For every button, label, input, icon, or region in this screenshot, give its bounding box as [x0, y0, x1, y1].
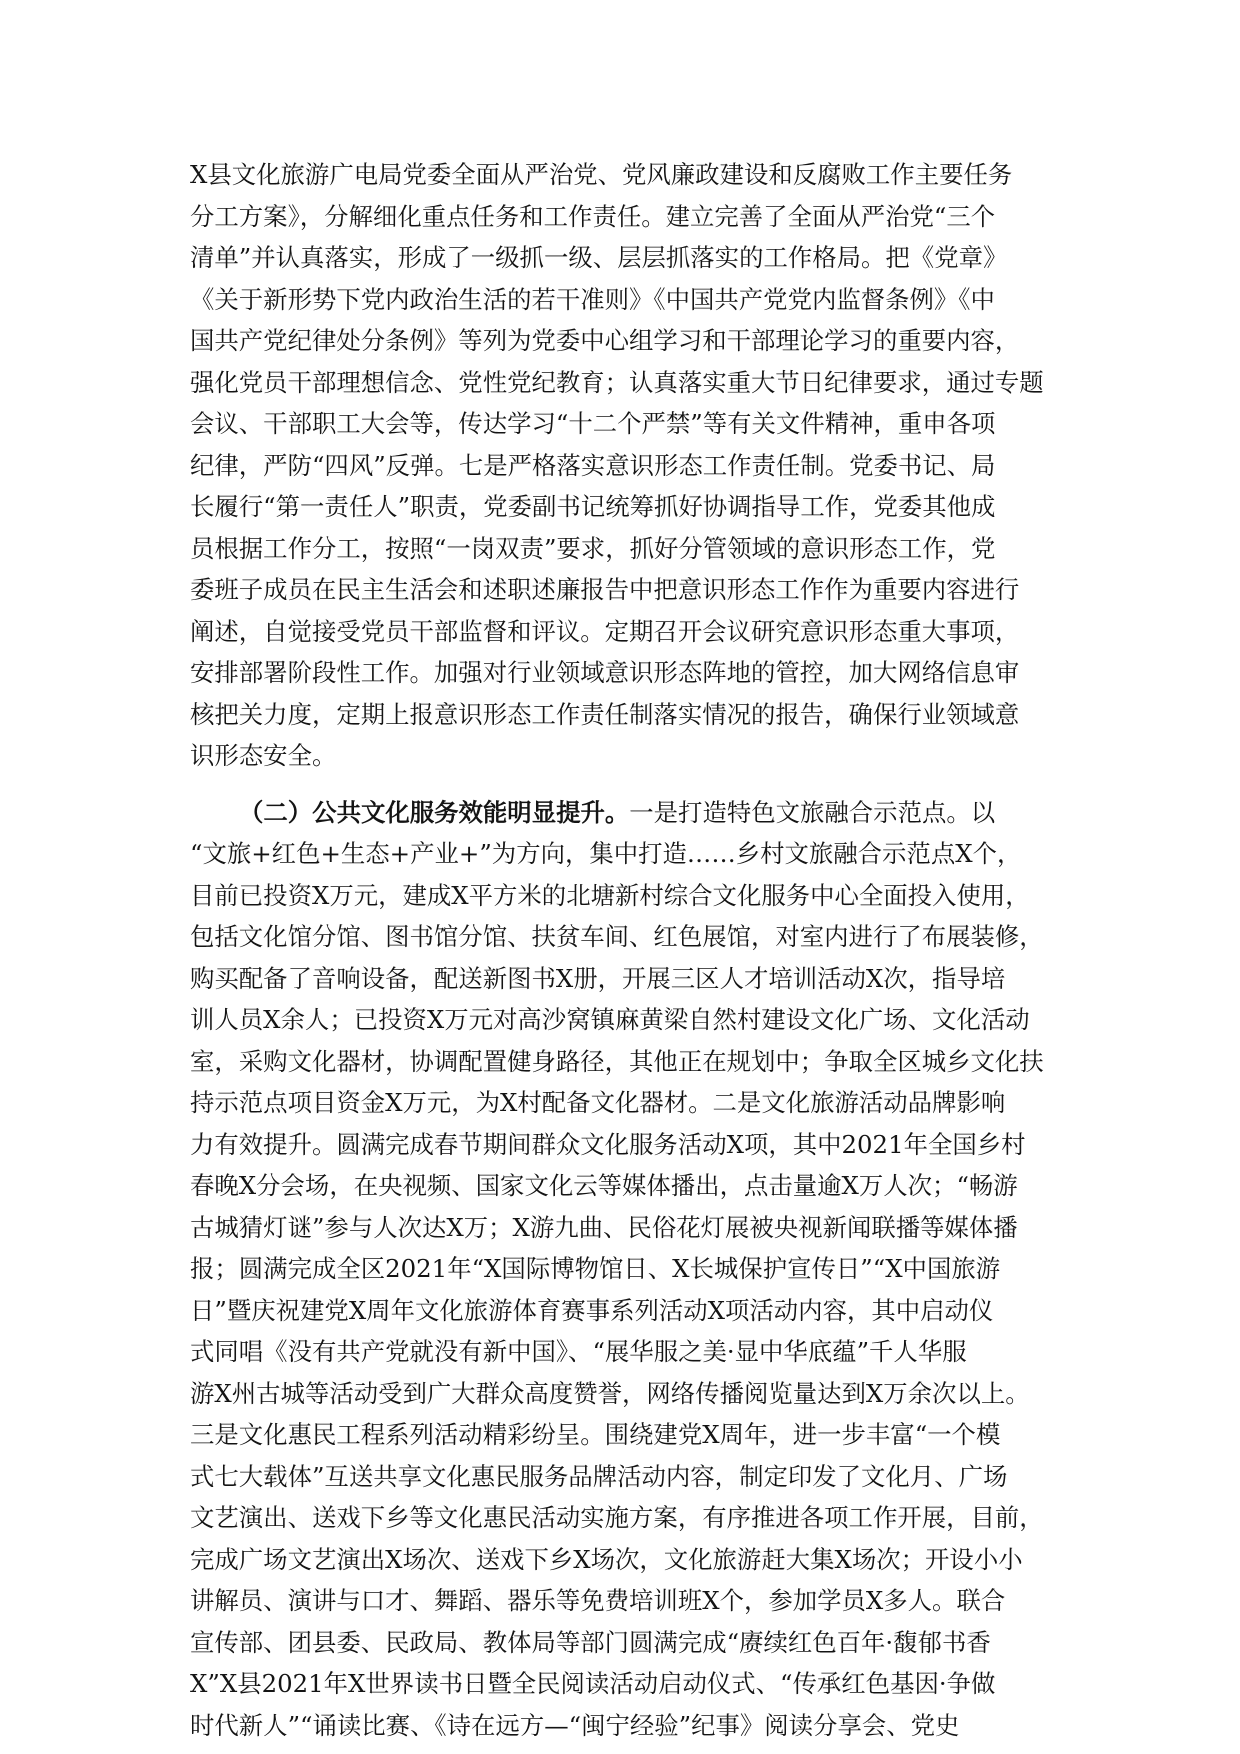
text-line: 分工方案》，分解细化重点任务和工作责任。建立完善了全面从严治党“三个	[190, 201, 996, 231]
section-heading: （二）公共文化服务效能明显提升。	[239, 797, 630, 827]
text-line: 宣传部、团县委、民政局、教体局等部门圆满完成“赓续红色百年·馥郁书香	[190, 1627, 991, 1657]
text-line: 游X州古城等活动受到广大群众高度赞誉，网络传播阅览量达到X万余次以上。	[190, 1378, 1030, 1408]
text-line: X”X县2021年X世界读书日暨全民阅读活动启动仪式、“传承红色基因·争做	[190, 1669, 996, 1698]
text-line: 核把关力度，定期上报意识形态工作责任制落实情况的报告，确保行业领域意	[190, 699, 1020, 729]
text-line: 日”暨庆祝建党X周年文化旅游体育赛事系列活动X项活动内容，其中启动仪	[190, 1295, 994, 1325]
text-line: 讲解员、演讲与口才、舞蹈、器乐等免费培训班X个，参加学员X多人。联合	[190, 1586, 1006, 1615]
text-line: 古城猜灯谜”参与人次达X万；X游九曲、民俗花灯展被央视新闻联播等媒体播	[190, 1212, 1018, 1242]
text-line: 春晚X分会场，在央视频、国家文化云等媒体播出，点击量逾X万人次；“畅游	[190, 1171, 1018, 1200]
text-line: 文艺演出、送戏下乡等文化惠民活动实施方案，有序推进各项工作开展，目前，	[190, 1503, 1044, 1532]
text-line: 国共产党纪律处分条例》等列为党委中心组学习和干部理论学习的重要内容，	[190, 326, 1020, 355]
text-line: 长履行“第一责任人”职责，党委副书记统筹抓好协调指导工作，党委其他成	[190, 492, 996, 521]
paragraph-2	[190, 792, 1052, 1747]
paragraph-1	[190, 154, 1052, 777]
text-line: 会议、干部职工大会等，传达学习“十二个严禁”等有关文件精神，重申各项	[190, 409, 996, 438]
text-line: 强化党员干部理想信念、党性党纪教育；认真落实重大节日纪律要求，通过专题	[190, 367, 1044, 397]
text-line: 纪律，严防“四风”反弹。七是严格落实意识形态工作责任制。党委书记、局	[190, 450, 996, 480]
text-line: 持示范点项目资金X万元，为X村配备文化器材。二是文化旅游活动品牌影响	[190, 1088, 1006, 1117]
text-line: 识形态安全。	[190, 741, 337, 770]
text-line: 清单”并认真落实，形成了一级抓一级、层层抓落实的工作格局。把《党章》	[190, 243, 1008, 272]
text-line: 力有效提升。圆满完成春节期间群众文化服务活动X项，其中2021年全国乡村	[190, 1129, 1026, 1159]
text-line: 训人员X余人；已投资X万元对高沙窝镇麻黄梁自然村建设文化广场、文化活动	[190, 1005, 1030, 1034]
text-line: 报；圆满完成全区2021年“X国际博物馆日、X长城保护宣传日”“X中国旅游	[190, 1254, 1001, 1283]
text-line: 时代新人”“诵读比赛、《诗在远方—“闽宁经验”纪事》阅读分享会、党史	[190, 1710, 960, 1740]
paragraph-2-first-line	[190, 792, 1052, 834]
text-line: 委班子成员在民主生活会和述职述廉报告中把意识形态工作作为重要内容进行	[190, 575, 1020, 604]
text-line: 室，采购文化器材，协调配置健身路径，其他正在规划中；争取全区城乡文化扶	[190, 1046, 1044, 1076]
text-line: 完成广场文艺演出X场次、送戏下乡X场次，文化旅游赶大集X场次；开设小小	[190, 1544, 1023, 1574]
text-line: 阐述，自觉接受党员干部监督和评议。定期召开会议研究意识形态重大事项，	[190, 616, 1020, 646]
text-line: 式七大载体”互送共享文化惠民服务品牌活动内容，制定印发了文化月、广场	[190, 1461, 1008, 1491]
text-line: “文旅+红色+生态+产业+”为方向，集中打造……乡村文旅融合示范点X个，	[190, 839, 1022, 868]
text-line: 式同唱《没有共产党就没有新中国》、“展华服之美·显中华底蕴”千人华服	[190, 1337, 967, 1366]
paragraph-gap	[190, 777, 1052, 792]
text-line: 目前已投资X万元，建成X平方米的北塘新村综合文化服务中心全面投入使用，	[190, 880, 1030, 910]
document-body	[190, 154, 1052, 1746]
text-line: 三是文化惠民工程系列活动精彩纷呈。围绕建党X周年，进一步丰富“一个模	[190, 1420, 1001, 1449]
text-line: 《关于新形势下党内政治生活的若干准则》《中国共产党党内监督条例》《中	[190, 284, 995, 314]
text-line: X县文化旅游广电局党委全面从严治党、党风廉政建设和反腐败工作主要任务	[190, 160, 1013, 189]
text-line: 包括文化馆分馆、图书馆分馆、扶贫车间、红色展馆，对室内进行了布展装修，	[190, 922, 1044, 951]
text-line: 员根据工作分工，按照“一岗双责”要求，抓好分管领域的意识形态工作，党	[190, 533, 996, 563]
paragraph-2-first-line-text: 一是打造特色文旅融合示范点。以	[629, 797, 996, 827]
text-line: 安排部署阶段性工作。加强对行业领域意识形态阵地的管控，加大网络信息审	[190, 658, 1020, 687]
text-line: 购买配备了音响设备，配送新图书X册，开展三区人才培训活动X次，指导培	[190, 963, 1006, 993]
